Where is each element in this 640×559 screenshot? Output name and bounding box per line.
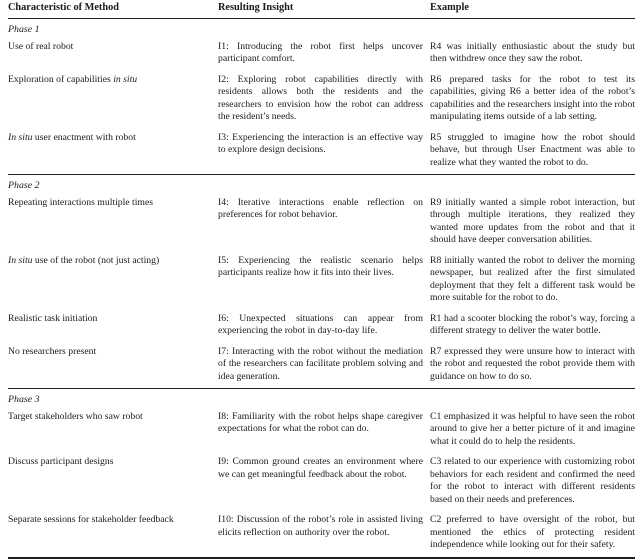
characteristic-text: Separate sessions for stakeholder feedback [8,514,174,525]
phase-row [8,175,635,194]
characteristic-cell [8,129,218,175]
insight-cell: I6: Unexpected situations can appear from experiencing the robot in day-to-day life. [218,312,423,336]
phase-label: Phase 3 [8,389,635,408]
example-cell: R8 initially wanted the robot to deliver the morning newspaper, but realized after the first simulated deployment that they felt a different task would be more suitable for the robot to do. [430,254,635,303]
phase-section [8,389,635,558]
example-cell: R5 struggled to imagine how the robot should behave, but through User Enactment was able to realize what they wanted the robot to do. [430,131,635,168]
table-header [8,0,635,19]
characteristic-text: Realistic task initiation [8,312,98,324]
example-cell: R6 prepared tasks for the robot to test its capabilities, giving R6 a better idea of the robot’s capabilities and the researchers insight into the robot manipulating items outside of a lab setting. [430,73,635,122]
characteristic-cell [8,252,218,310]
characteristic-text: Exploration of capabilities [8,73,114,85]
table-row [8,453,635,511]
table-row [8,71,635,129]
characteristic-text: Use of real robot [8,40,74,52]
example-cell: C2 preferred to have oversight of the robot, but mentioned the ethics of protecting resident independence while looking out for their safety. [430,514,635,550]
characteristic-cell [8,408,218,454]
insight-cell: I5: Experiencing the realistic scenario helps participants realize how it fits into their lives. [218,254,423,278]
example-cell: R1 had a scooter blocking the robot’s way, forcing a different strategy to deliver the water bottle. [430,312,635,336]
characteristic-cell [8,343,218,389]
col-header-example: Example [430,0,635,19]
characteristic-cell [8,71,218,129]
table-row [8,252,635,310]
insight-cell: I10: Discussion of the robot’s role in assisted living elicits reflection on authority over the robot. [218,514,423,538]
table-header-row [8,0,635,19]
example-cell: R7 expressed they were unsure how to interact with the robot and requested the robot provide them with guidance on how to do so. [430,345,635,382]
characteristic-italic-term: In situ [8,131,33,143]
example-cell: C3 related to our experience with customizing robot behaviors for each resident and confirmed the need for the robot to interact with different residents based on their needs and preferences. [430,456,635,505]
characteristic-cell [8,511,218,558]
characteristic-cell [8,453,218,511]
example-cell: R4 was initially enthusiastic about the study but then withdrew once they saw the robot. [430,40,635,64]
characteristic-text: use of the robot (not just acting) [32,254,160,266]
insight-cell: I4: Iterative interactions enable reflection on preferences for robot behavior. [218,196,423,220]
method-insight-example-table [8,0,635,559]
characteristic-text: No researchers present [8,345,97,357]
col-header-resulting-insight: Resulting Insight [218,0,430,19]
characteristic-cell [8,310,218,343]
phase-label: Phase 1 [8,19,635,38]
characteristic-cell [8,194,218,252]
phase-row [8,19,635,38]
table-row [8,343,635,389]
table-row [8,129,635,175]
insight-cell: I8: Familiarity with the robot helps shape caregiver expectations for what the robot can do. [218,410,423,434]
characteristic-text: user enactment with robot [32,131,136,143]
example-cell: C1 emphasized it was helpful to have seen the robot around to give her a better picture of it and imagine what it could do to help the residents. [430,410,635,447]
characteristic-text: Target stakeholders who saw robot [8,410,143,422]
table-row [8,310,635,343]
phase-section [8,175,635,389]
example-cell: R9 initially wanted a simple robot interaction, but through multiple iterations, they realized they wanted more updates from the robot and that it should have deeper conversation abilities. [430,196,635,245]
table-row [8,194,635,252]
phase-section [8,19,635,175]
characteristic-text: Discuss participant designs [8,456,114,467]
table-row [8,38,635,71]
col-header-characteristic-of-method: Characteristic of Method [8,0,218,19]
phase-row [8,389,635,408]
insight-cell: I9: Common ground creates an environment where we can get meaningful feedback about the robot. [218,456,423,480]
phase-label: Phase 2 [8,175,635,194]
insight-cell: I1: Introducing the robot first helps uncover participant comfort. [218,40,423,64]
table-row [8,408,635,454]
characteristic-italic-term: in situ [113,73,138,85]
insight-cell: I7: Interacting with the robot without the mediation of the researchers can facilitate problem solving and idea generation. [218,345,423,382]
characteristic-cell [8,38,218,71]
characteristic-italic-term: In situ [8,254,33,266]
insight-cell: I3: Experiencing the interaction is an effective way to explore design decisions. [218,131,423,155]
insight-cell: I2: Exploring robot capabilities directly with residents allows both the residents and the researchers to envision how the robot can address the resident’s needs. [218,73,423,122]
table-row [8,511,635,558]
characteristic-text: Repeating interactions multiple times [8,196,154,208]
